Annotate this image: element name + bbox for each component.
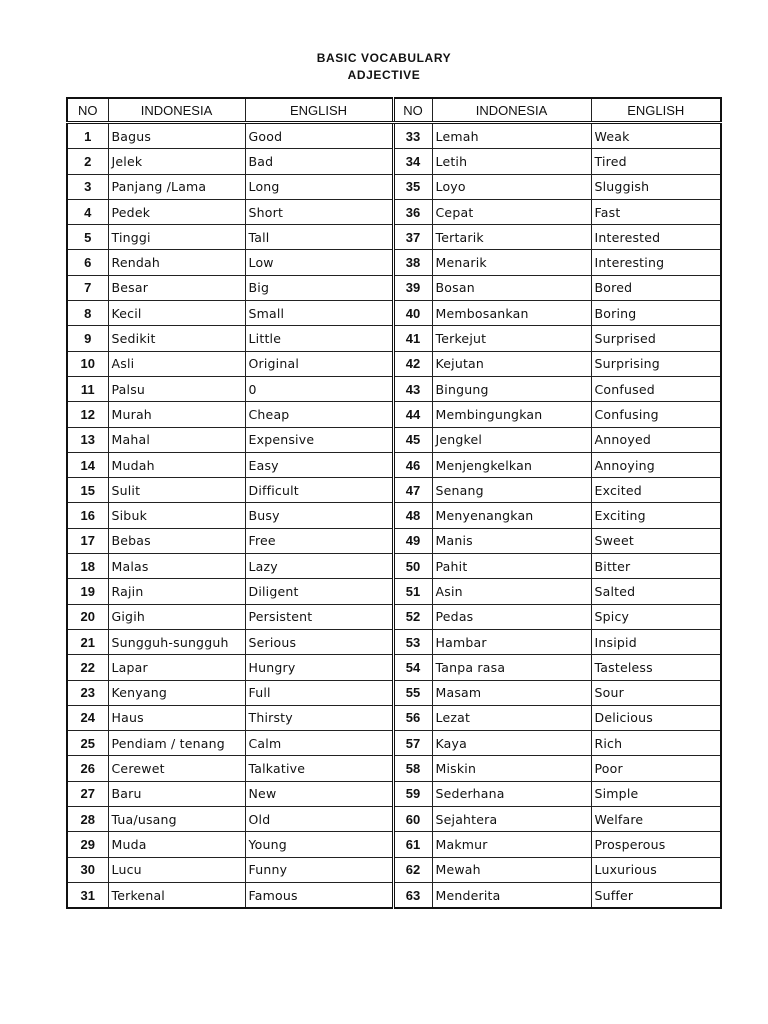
english-word-right: Spicy [591,604,721,629]
row-number-left: 20 [67,604,108,629]
indonesian-word-left: Muda [108,832,245,857]
english-word-left: Talkative [245,756,393,781]
row-number-right: 55 [393,680,432,705]
indonesian-word-right: Menyenangkan [432,503,591,528]
english-word-right: Confusing [591,402,721,427]
indonesian-word-right: Miskin [432,756,591,781]
table-row [67,604,721,629]
english-word-right: Tired [591,149,721,174]
english-word-right: Sour [591,680,721,705]
indonesian-word-left: Rendah [108,250,245,275]
indonesian-word-right: Tertarik [432,225,591,250]
table-row [67,629,721,654]
row-number-left: 21 [67,629,108,654]
indonesian-word-left: Cerewet [108,756,245,781]
table-row [67,427,721,452]
indonesian-word-right: Bosan [432,275,591,300]
row-number-right: 58 [393,756,432,781]
table-row [67,174,721,199]
indonesian-word-left: Bagus [108,123,245,149]
row-number-left: 17 [67,528,108,553]
table-row [67,882,721,908]
row-number-right: 36 [393,199,432,224]
english-word-right: Delicious [591,705,721,730]
indonesian-word-left: Mahal [108,427,245,452]
indonesian-word-right: Masam [432,680,591,705]
header-no-left: NO [67,98,108,123]
english-word-right: Exciting [591,503,721,528]
row-number-right: 63 [393,882,432,908]
table-row [67,275,721,300]
table-body [67,123,721,909]
indonesian-word-right: Bingung [432,376,591,401]
english-word-right: Salted [591,579,721,604]
row-number-left: 7 [67,275,108,300]
row-number-left: 18 [67,554,108,579]
row-number-right: 40 [393,301,432,326]
english-word-left: Hungry [245,655,393,680]
indonesian-word-left: Pendiam / tenang [108,731,245,756]
indonesian-word-left: Besar [108,275,245,300]
row-number-right: 43 [393,376,432,401]
indonesian-word-right: Menjengkelkan [432,452,591,477]
indonesian-word-right: Letih [432,149,591,174]
english-word-right: Suffer [591,882,721,908]
english-word-right: Sluggish [591,174,721,199]
indonesian-word-right: Menderita [432,882,591,908]
english-word-right: Fast [591,199,721,224]
english-word-right: Insipid [591,629,721,654]
row-number-left: 13 [67,427,108,452]
english-word-right: Weak [591,123,721,149]
indonesian-word-left: Gigih [108,604,245,629]
row-number-right: 47 [393,478,432,503]
indonesian-word-right: Lemah [432,123,591,149]
header-indonesia-right: INDONESIA [432,98,591,123]
english-word-left: Expensive [245,427,393,452]
indonesian-word-left: Lucu [108,857,245,882]
indonesian-word-right: Kaya [432,731,591,756]
english-word-right: Excited [591,478,721,503]
row-number-right: 62 [393,857,432,882]
row-number-right: 54 [393,655,432,680]
english-word-right: Bitter [591,554,721,579]
indonesian-word-left: Palsu [108,376,245,401]
english-word-left: 0 [245,376,393,401]
english-word-left: Old [245,807,393,832]
indonesian-word-right: Sederhana [432,781,591,806]
table-row [67,149,721,174]
english-word-right: Annoyed [591,427,721,452]
indonesian-word-left: Tua/usang [108,807,245,832]
row-number-right: 51 [393,579,432,604]
indonesian-word-right: Lezat [432,705,591,730]
row-number-right: 59 [393,781,432,806]
row-number-right: 44 [393,402,432,427]
english-word-left: Cheap [245,402,393,427]
indonesian-word-left: Terkenal [108,882,245,908]
english-word-right: Sweet [591,528,721,553]
english-word-left: Free [245,528,393,553]
row-number-left: 30 [67,857,108,882]
english-word-right: Prosperous [591,832,721,857]
english-word-left: Little [245,326,393,351]
row-number-left: 26 [67,756,108,781]
english-word-left: Calm [245,731,393,756]
row-number-left: 14 [67,452,108,477]
english-word-left: Easy [245,452,393,477]
table-row [67,225,721,250]
table-row [67,756,721,781]
row-number-left: 3 [67,174,108,199]
row-number-right: 41 [393,326,432,351]
row-number-left: 6 [67,250,108,275]
row-number-right: 46 [393,452,432,477]
english-word-left: Difficult [245,478,393,503]
indonesian-word-right: Cepat [432,199,591,224]
table-row [67,326,721,351]
row-number-right: 57 [393,731,432,756]
indonesian-word-left: Kenyang [108,680,245,705]
row-number-right: 52 [393,604,432,629]
row-number-left: 9 [67,326,108,351]
indonesian-word-left: Pedek [108,199,245,224]
table-row [67,402,721,427]
table-row [67,478,721,503]
row-number-left: 8 [67,301,108,326]
row-number-left: 5 [67,225,108,250]
table-row [67,781,721,806]
indonesian-word-right: Menarik [432,250,591,275]
english-word-right: Rich [591,731,721,756]
english-word-right: Simple [591,781,721,806]
english-word-right: Surprised [591,326,721,351]
indonesian-word-right: Sejahtera [432,807,591,832]
row-number-left: 10 [67,351,108,376]
row-number-right: 50 [393,554,432,579]
table-row [67,680,721,705]
row-number-right: 42 [393,351,432,376]
header-english-right: ENGLISH [591,98,721,123]
english-word-right: Bored [591,275,721,300]
row-number-right: 49 [393,528,432,553]
english-word-right: Tasteless [591,655,721,680]
indonesian-word-right: Kejutan [432,351,591,376]
row-number-left: 16 [67,503,108,528]
english-word-left: Bad [245,149,393,174]
header-english-left: ENGLISH [245,98,393,123]
indonesian-word-right: Senang [432,478,591,503]
indonesian-word-left: Murah [108,402,245,427]
row-number-left: 27 [67,781,108,806]
indonesian-word-right: Membingungkan [432,402,591,427]
row-number-right: 37 [393,225,432,250]
row-number-right: 45 [393,427,432,452]
indonesian-word-right: Membosankan [432,301,591,326]
indonesian-word-left: Jelek [108,149,245,174]
row-number-right: 61 [393,832,432,857]
document-header [0,50,768,84]
english-word-left: Good [245,123,393,149]
indonesian-word-left: Baru [108,781,245,806]
english-word-left: Thirsty [245,705,393,730]
english-word-left: Low [245,250,393,275]
row-number-right: 60 [393,807,432,832]
indonesian-word-left: Sungguh-sungguh [108,629,245,654]
table-row [67,528,721,553]
header-no-right: NO [393,98,432,123]
english-word-left: Long [245,174,393,199]
table-row [67,199,721,224]
english-word-right: Surprising [591,351,721,376]
table-row [67,705,721,730]
row-number-right: 39 [393,275,432,300]
indonesian-word-right: Manis [432,528,591,553]
indonesian-word-left: Bebas [108,528,245,553]
table-row [67,503,721,528]
row-number-right: 56 [393,705,432,730]
table-row [67,376,721,401]
english-word-right: Interested [591,225,721,250]
row-number-left: 2 [67,149,108,174]
indonesian-word-right: Jengkel [432,427,591,452]
table-header-row [67,98,721,123]
english-word-left: Lazy [245,554,393,579]
english-word-right: Boring [591,301,721,326]
english-word-left: Full [245,680,393,705]
table-row [67,579,721,604]
table-row [67,832,721,857]
indonesian-word-left: Haus [108,705,245,730]
indonesian-word-left: Asli [108,351,245,376]
table-row [67,351,721,376]
table-row [67,250,721,275]
indonesian-word-right: Loyo [432,174,591,199]
english-word-left: Small [245,301,393,326]
row-number-left: 25 [67,731,108,756]
english-word-right: Annoying [591,452,721,477]
row-number-left: 23 [67,680,108,705]
english-word-right: Luxurious [591,857,721,882]
english-word-right: Interesting [591,250,721,275]
table-row [67,123,721,149]
row-number-left: 12 [67,402,108,427]
english-word-left: Original [245,351,393,376]
indonesian-word-left: Sedikit [108,326,245,351]
row-number-left: 28 [67,807,108,832]
page-subtitle: ADJECTIVE [347,68,421,82]
english-word-left: Big [245,275,393,300]
indonesian-word-right: Makmur [432,832,591,857]
indonesian-word-left: Malas [108,554,245,579]
row-number-left: 31 [67,882,108,908]
row-number-left: 4 [67,199,108,224]
indonesian-word-left: Sibuk [108,503,245,528]
english-word-right: Welfare [591,807,721,832]
english-word-right: Confused [591,376,721,401]
row-number-left: 29 [67,832,108,857]
english-word-right: Poor [591,756,721,781]
table-row [67,301,721,326]
table-row [67,807,721,832]
indonesian-word-left: Rajin [108,579,245,604]
english-word-left: Famous [245,882,393,908]
row-number-right: 53 [393,629,432,654]
row-number-left: 1 [67,123,108,149]
row-number-right: 33 [393,123,432,149]
english-word-left: New [245,781,393,806]
indonesian-word-right: Pahit [432,554,591,579]
table-row [67,731,721,756]
row-number-left: 19 [67,579,108,604]
indonesian-word-left: Lapar [108,655,245,680]
row-number-left: 11 [67,376,108,401]
english-word-left: Persistent [245,604,393,629]
row-number-left: 15 [67,478,108,503]
english-word-left: Diligent [245,579,393,604]
row-number-right: 38 [393,250,432,275]
indonesian-word-right: Terkejut [432,326,591,351]
english-word-left: Young [245,832,393,857]
english-word-left: Funny [245,857,393,882]
indonesian-word-left: Panjang /Lama [108,174,245,199]
row-number-right: 34 [393,149,432,174]
indonesian-word-right: Hambar [432,629,591,654]
indonesian-word-left: Tinggi [108,225,245,250]
table-row [67,554,721,579]
row-number-right: 48 [393,503,432,528]
indonesian-word-right: Asin [432,579,591,604]
english-word-left: Serious [245,629,393,654]
english-word-left: Tall [245,225,393,250]
page-title: BASIC VOCABULARY [316,51,452,65]
indonesian-word-left: Sulit [108,478,245,503]
row-number-right: 35 [393,174,432,199]
row-number-left: 24 [67,705,108,730]
table-row [67,655,721,680]
indonesian-word-right: Tanpa rasa [432,655,591,680]
indonesian-word-left: Mudah [108,452,245,477]
indonesian-word-left: Kecil [108,301,245,326]
english-word-left: Busy [245,503,393,528]
row-number-left: 22 [67,655,108,680]
table-row [67,452,721,477]
english-word-left: Short [245,199,393,224]
table-row [67,857,721,882]
indonesian-word-right: Pedas [432,604,591,629]
vocabulary-table [66,97,722,909]
indonesian-word-right: Mewah [432,857,591,882]
header-indonesia-left: INDONESIA [108,98,245,123]
